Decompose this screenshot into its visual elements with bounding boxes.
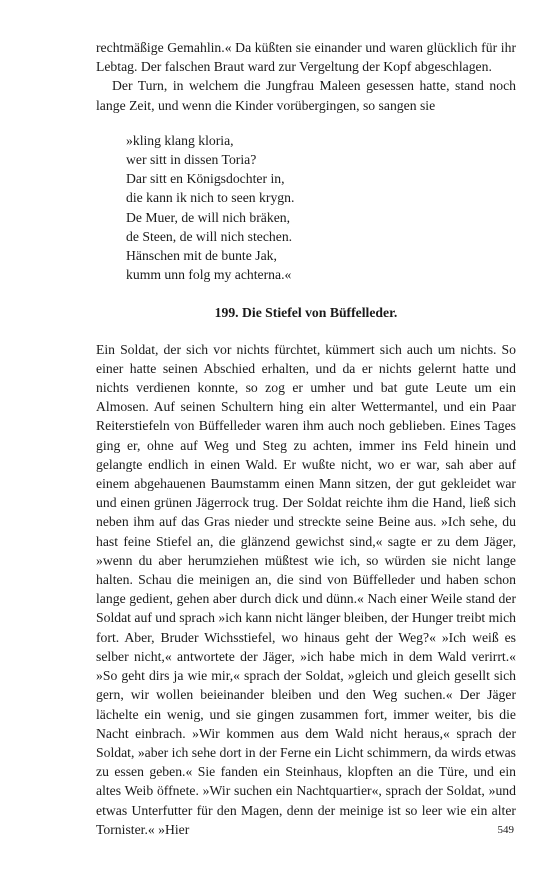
- section-heading: 199. Die Stiefel von Büffelleder.: [214, 305, 398, 321]
- poem-line: De Muer, de will nich bräken,: [126, 209, 291, 225]
- poem-line: wer sitt in dissen Toria?: [126, 152, 257, 168]
- poem-line: »kling klang kloria,: [126, 132, 234, 148]
- poem-line: de Steen, de will nich stechen.: [126, 228, 293, 244]
- book-page: [96, 38, 516, 839]
- poem: [126, 131, 516, 285]
- paragraph-tower: Der Turn, in welchem die Jungfrau Maleen gesessen hatte, stand noch lange Zeit, und wenn die Kinder vorübergingen, so sangen sie: [96, 78, 516, 113]
- page-number: 549: [497, 824, 514, 836]
- poem-line: kumm unn folg my achterna.«: [126, 267, 292, 283]
- poem-line: die kann ik nich to seen krygn.: [126, 190, 295, 206]
- section-body: Ein Soldat, der sich vor nichts fürchtet, kümmert sich auch um nichts. So einer hatte seinen Abschied erhalten, und da er nichts gelernt hatte und nichts verdienen konnte, so zog er umher und bat gute Leute um ein Almosen. Auf seinen Schultern hing ein alter Wettermantel, und ein Paar Reiterstiefeln von Büffelleder waren ihm auch noch geblieben. Eines Tages ging er, ohne auf Weg und Steg zu achten, immer ins Feld hinein und gelangte endlich in einen Wald. Er wußte nicht, wo er war, sah aber auf einem abgehauenen Baumstamm einen Mann sitzen, der gut gekleidet war und einen grünen Jägerrock trug. Der Soldat reichte ihm die Hand, ließ sich neben ihm auf das Gras nieder und streckte seine Beine aus. »Ich sehe, du hast feine Stiefel an, die glänzend gewichst sind,« sagte er zu dem Jäger, »wenn du aber herumziehen müßtest wie ich, so würden sie nicht lange halten. Schau die meinigen an, die sind von Büffelleder und haben schon lange gedient, gehen aber durch dick und dünn.« Nach einer Weile stand der Soldat auf und sprach »ich kann nicht länger bleiben, der Hunger treibt mich fort. Aber, Bruder Wichsstiefel, wo hinaus geht der Weg?« »Ich weiß es selber nicht,« antwortete der Jäger, »ich habe mich in dem Wald verirrt.« »So geht dirs ja wie mir,« sprach der Soldat, »gleich und gleich gesellt sich gern, wir wollen beieinander bleiben und den Weg suchen.« Der Jäger lächelte ein wenig, und sie gingen zusammen fort, immer weiter, bis die Nacht einbrach. »Wir kommen aus dem Wald nicht heraus,« sprach der Soldat, »aber ich sehe dort in der Ferne ein Licht schimmern, da wirds etwas zu essen geben.« Sie fanden ein Steinhaus, klopften an die Türe, und ein altes Weib öffnete. »Wir suchen ein Nachtquartier«, sprach der Soldat, »und etwas Unterfutter für den Magen, denn der meinige ist so leer wie ein alter Tornister.« »Hier: [96, 341, 517, 837]
- poem-line: Hänschen mit de bunte Jak,: [126, 248, 277, 264]
- poem-line: Dar sitt en Königsdochter in,: [126, 171, 285, 187]
- paragraph-ending: rechtmäßige Gemahlin.« Da küßten sie einander und waren glücklich für ihr Lebtag. Der falschen Braut ward zur Vergeltung der Kopf abgeschlagen.: [96, 40, 516, 75]
